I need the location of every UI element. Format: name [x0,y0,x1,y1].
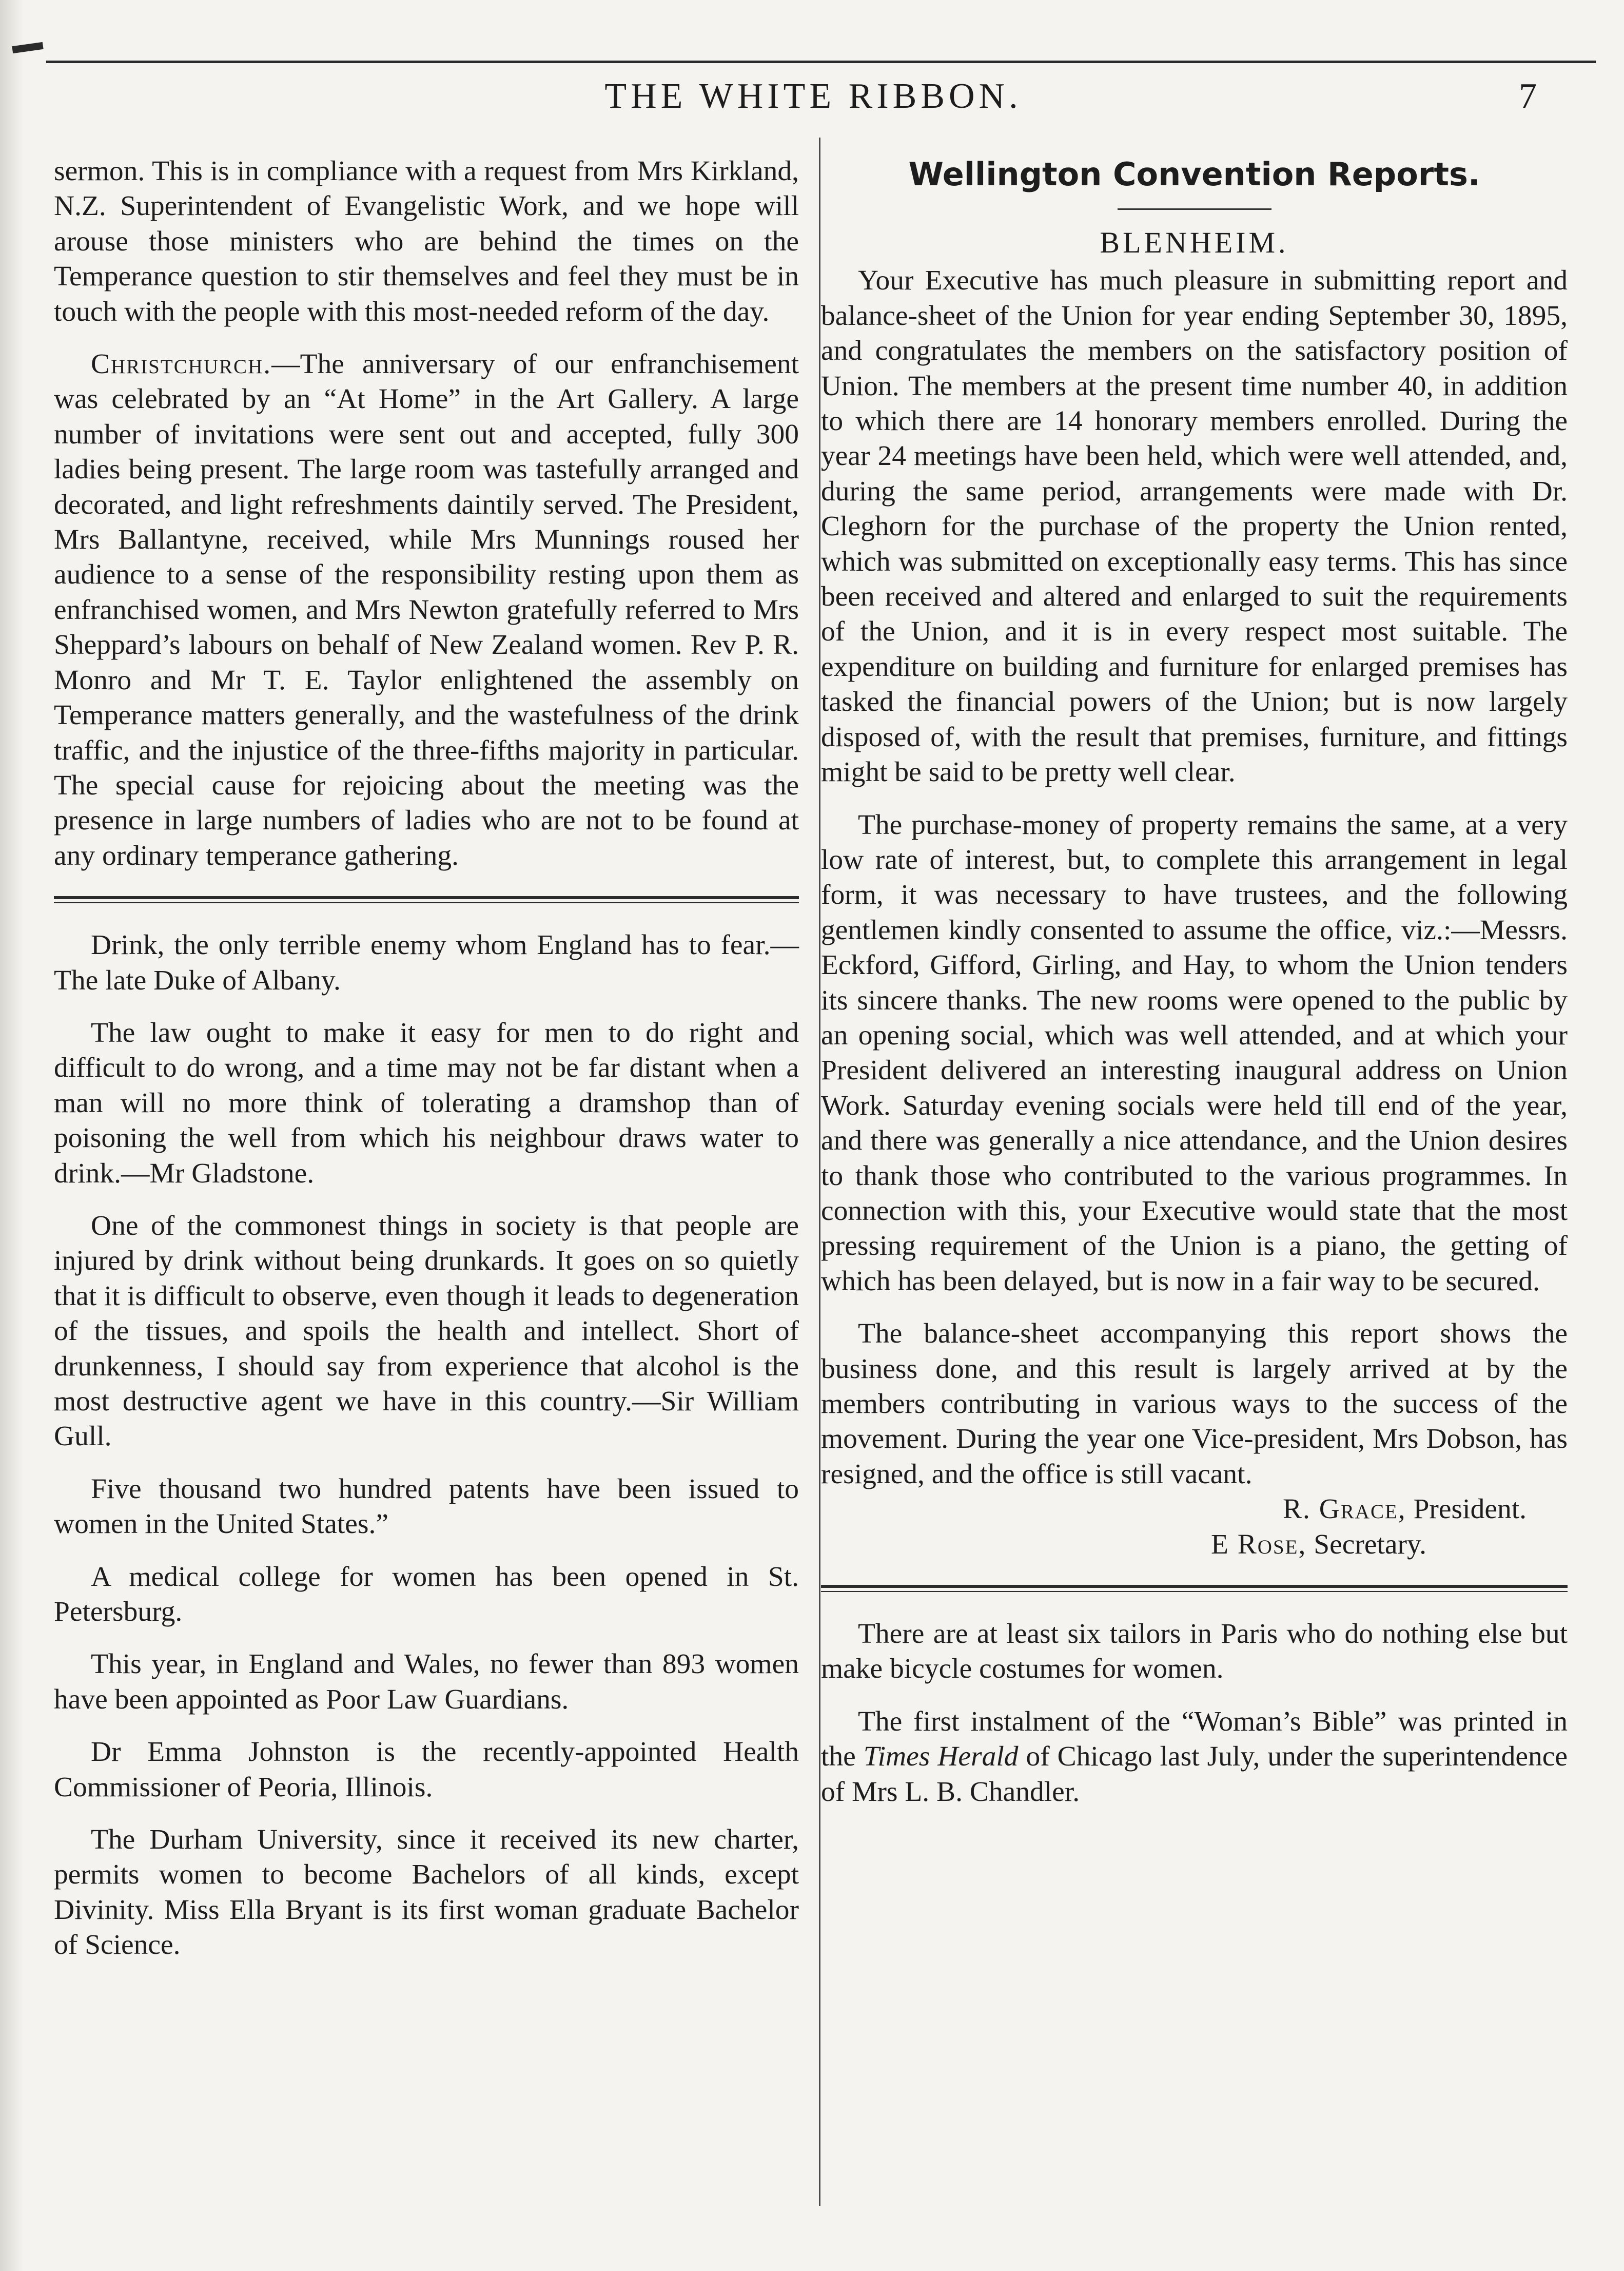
christchurch-body: —The anniversary of our enfranchisement was celebrated by an “At Home” in the Art Gallery. A large number of invitations were sent out and accepted, fully 300 ladies being present. The large room was tastefully arranged and decorated, and light refreshments daintily served. The President, Mrs Ballantyne, received, while Mrs Munnings roused her audience to a sense of the responsibility resting upon them as enfranchised women, and Mrs Newton gratefully referred to Mrs Sheppard’s labours on behalf of New Zealand women. Rev P. R. Monro and Mr T. E. Taylor enlightened the assembly on Temperance matters generally, and the wastefulness of the drink traffic, and the injustice of the three-fifths majority in particular. The special cause for rejoicing about the meeting was the presence in large numbers of ladies who are not to be found at any ordinary temperance gathering. [54,348,799,871]
secretary-name: E Rose, [1211,1528,1307,1560]
christchurch-label: Christchurch. [91,348,272,380]
signature-secretary [821,1527,1568,1562]
column-divider [819,138,820,2206]
right-column [821,154,1568,1810]
quote-william-gull: One of the commonest things in society is that people are injured by drink without being drunkards. It goes on so quietly that it is difficult to observe, even though it leads to degeneration of the tissues, and spoils the health and intellect. Short of drunkenness, I should say from experience that alcohol is the most destructive agent we have in this country.—Sir William Gull. [54,1210,799,1452]
running-title: THE WHITE RIBBON. [604,76,1022,116]
note-emma-johnston: Dr Emma Johnston is the recently-appointed Health Commissioner of Peoria, Illinois. [54,1736,799,1803]
section-separator [54,887,799,914]
report-paragraph-2: The purchase-money of property remains the same, at a very low rate of interest, but, to complete this arrangement in legal form, it was necessary to have trustees, and the following gentlemen kindly consented to assume the office, viz.:—Messrs. Eckford, Gifford, Girling, and Hay, to whom the Union tenders its sincere thanks. The new rooms were opened to the public by an opening social, which was well attended, and at which your President delivered an interesting inaugural address on Union Work. Saturday evening socials were held till end of the year, and there was generally a nice attendance, and the Union desires to thank those who contributed to the various programmes. In connection with this, your Executive would state that the most pressing requirement of the Union is a piano, the getting of which has been delayed, but is now in a fair way to be secured. [821,809,1568,1297]
header-rule [46,61,1596,63]
note-paris-tailors: There are at least six tailors in Paris who do nothing else but make bicycle costumes for women. [821,1618,1568,1685]
heading-rule [1118,208,1271,210]
convention-heading: Wellington Convention Reports. [908,156,1480,193]
blenheim-subheading: BLENHEIM. [1100,226,1289,259]
christchurch-paragraph [54,347,799,874]
quote-duke-albany: Drink, the only terrible enemy whom England has to fear.—The late Duke of Albany. [54,929,799,996]
note-womans-bible [821,1704,1568,1810]
quote-gladstone: The law ought to make it easy for men to do right and difficult to do wrong, and a time may not be far distant when a man will no more think of tolerating a dramshop than of poisoning the well from which his neighbour draws water to drink.—Mr Gladstone. [54,1017,799,1189]
left-column [54,154,799,1963]
note-poor-law-guardians: This year, in England and Wales, no fewer than 893 women have been appointed as Poor Law Guardians. [54,1648,799,1715]
note-medical-college: A medical college for women has been opened in St. Petersburg. [54,1561,799,1628]
womans-bible-text-a: The first instalment of the “Woman’s Bible” was printed in the [821,1705,1568,1773]
section-separator-right [821,1576,1568,1602]
signature-president [821,1492,1568,1527]
report-paragraph-3: The balance-sheet accompanying this report shows the business done, and this result is largely arrived at by the members contributing in various ways to the success of the movement. During the year one Vice-president, Mrs Dobson, has resigned, and the office is still vacant. [821,1318,1568,1490]
secretary-role: Secretary. [1306,1528,1427,1560]
page-number: 7 [1519,76,1537,116]
president-name: R. Grace, [1282,1493,1406,1525]
note-patents: Five thousand two hundred patents have been issued to women in the United States.” [54,1473,799,1540]
report-paragraph-1: Your Executive has much pleasure in submitting report and balance-sheet of the Union for year ending September 30, 1895, and congratulates the members on the satisfactory position of Union. The members at the present time number 40, in addition to which there are 14 honorary members enrolled. During the year 24 meetings have been held, which were well attended, and, during the same period, arrangements were made with Dr. Cleghorn for the purchase of the property the Union rented, which was submitted on exceptionally easy terms. This has since been received and altered and enlarged to suit the requirements of the Union, and it is in every respect most suitable. The expenditure on building and furniture for enlarged premises has tasked the financial powers of the Union; but is now largely disposed of, with the result that premises, furniture, and fittings might be said to be pretty well clear. [821,265,1568,788]
womans-bible-text-b: of Chicago last July, under the superintendence of Mrs L. B. Chandler. [821,1741,1568,1808]
times-herald-title: Times Herald [863,1741,1019,1773]
note-durham-university: The Durham University, since it received its new charter, permits women to become Bachelors of all kinds, except Divinity. Miss Ella Bryant is its first woman graduate Bachelor of Science. [54,1824,799,1961]
page-edge-shadow [0,0,24,2271]
sermon-paragraph: sermon. This is in compliance with a request from Mrs Kirkland, N.Z. Superintendent of Evangelistic Work, and we hope will arouse those ministers who are behind the times on the Temperance question to stir themselves and feel they must be in touch with the people with this most-needed reform of the day. [54,156,799,327]
president-role: President. [1406,1493,1527,1525]
